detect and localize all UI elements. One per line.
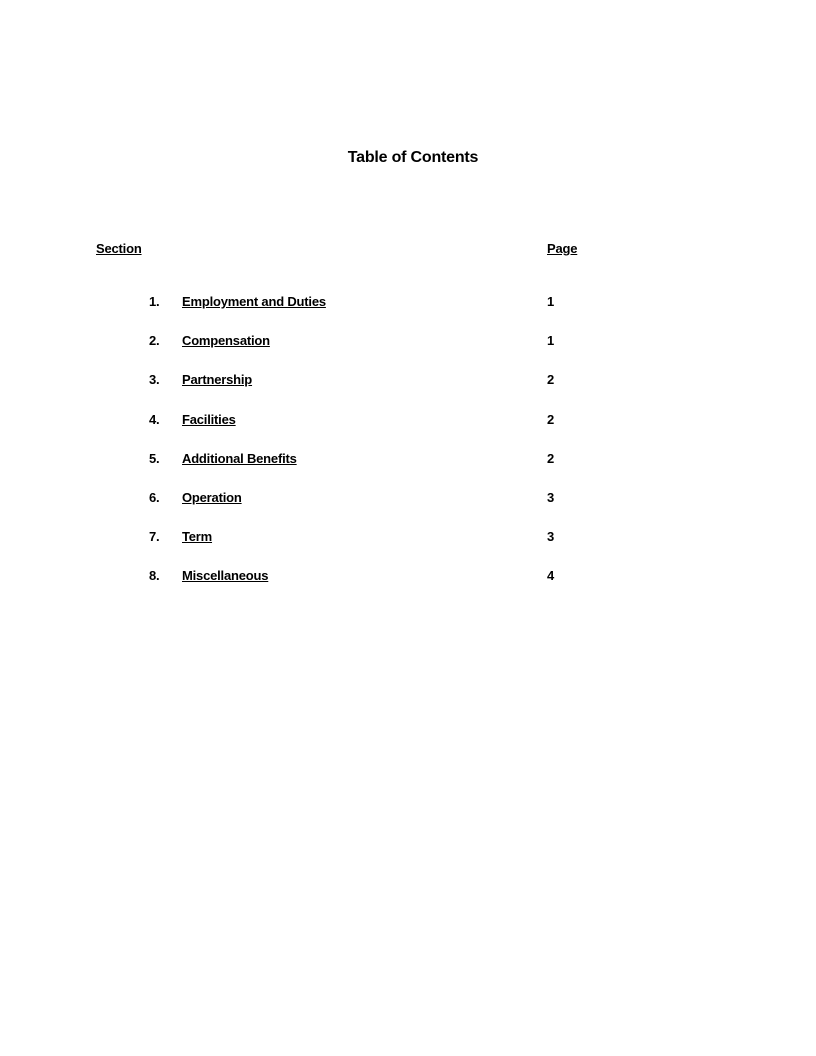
toc-entry [0,412,816,451]
section-column-header: Section [96,241,142,256]
toc-entry-number: 8. [149,568,160,584]
toc-entry-number: 3. [149,372,160,388]
toc-entry [0,294,816,333]
toc-entry-page: 3 [547,529,555,545]
toc-entry-page: 4 [547,568,555,584]
toc-entry-page: 3 [547,489,555,505]
toc-entry-link[interactable]: Additional Benefits [182,450,297,466]
toc-entry-number: 2. [149,333,160,349]
page-title: Table of Contents [347,149,479,166]
toc-entry [0,529,816,568]
toc-entry-number: 5. [149,450,160,466]
toc-entry-link[interactable]: Miscellaneous [182,568,269,584]
toc-list [0,294,816,608]
toc-entry-link[interactable]: Term [182,529,213,545]
toc-entry [0,333,816,372]
toc-entry-number: 1. [149,294,160,309]
toc-entry-number: 7. [149,529,160,545]
page-column-header: Page [547,241,578,256]
toc-entry [0,568,816,607]
toc-entry-page: 1 [547,333,555,349]
toc-entry-link[interactable]: Employment and Duties [182,294,326,309]
toc-entry-link[interactable]: Facilities [182,411,236,427]
toc-entry-page: 2 [547,450,555,466]
toc-entry [0,451,816,490]
toc-entry-page: 2 [547,411,555,427]
toc-entry-page: 2 [547,372,555,388]
toc-entry-link[interactable]: Partnership [182,372,253,388]
toc-entry-number: 4. [149,411,160,427]
toc-entry-link[interactable]: Compensation [182,333,270,349]
toc-entry-link[interactable]: Operation [182,489,242,505]
toc-entry [0,372,816,411]
toc-entry-page: 1 [547,294,555,309]
toc-entry [0,490,816,529]
toc-entry-number: 6. [149,489,160,505]
